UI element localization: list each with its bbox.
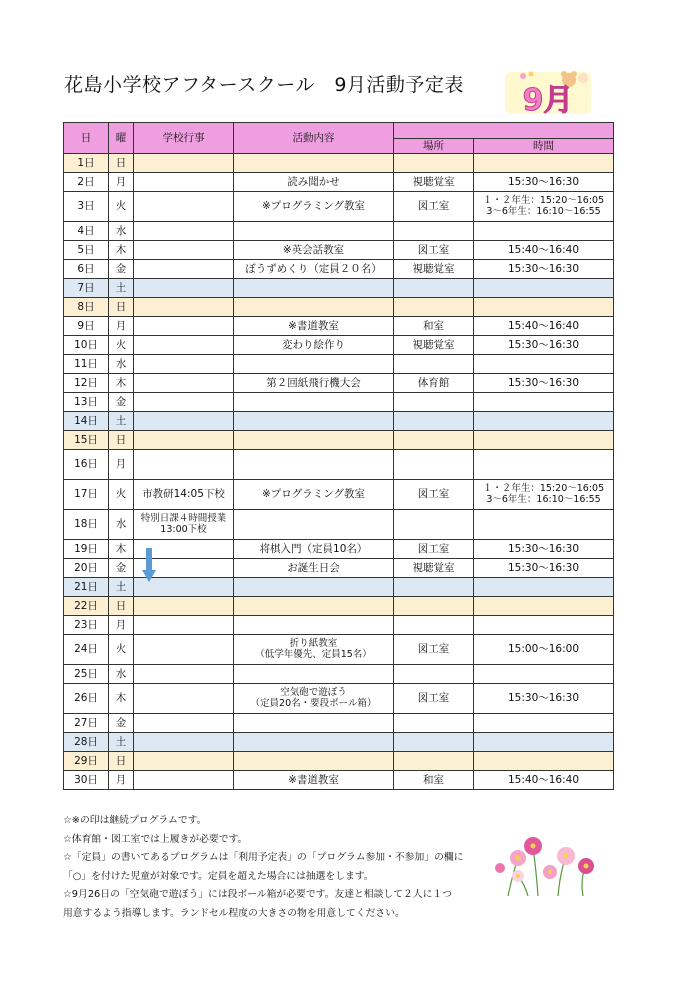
time-cell: 15:30～16:30 <box>474 173 614 192</box>
school-event-cell <box>134 317 234 336</box>
day-cell: 19日 <box>64 540 109 559</box>
weekday-cell: 火 <box>109 635 134 665</box>
school-event-cell: 市教研14:05下校 <box>134 480 234 510</box>
activity-cell: お誕生日会 <box>234 559 394 578</box>
school-event-cell <box>134 241 234 260</box>
place-cell: 視聴覚室 <box>394 336 474 355</box>
activity-cell: 折り紙教室 （低学年優先、定員15名） <box>234 635 394 665</box>
table-row <box>64 733 614 752</box>
weekday-cell: 月 <box>109 317 134 336</box>
table-row <box>64 222 614 241</box>
place-cell <box>394 393 474 412</box>
place-cell: 図工室 <box>394 684 474 714</box>
place-cell <box>394 510 474 540</box>
col-header-activity: 活動内容 <box>234 123 394 154</box>
place-cell <box>394 355 474 374</box>
activity-cell: ぼうずめくり（定員２０名） <box>234 260 394 279</box>
day-cell: 12日 <box>64 374 109 393</box>
school-event-cell <box>134 192 234 222</box>
weekday-cell: 土 <box>109 412 134 431</box>
day-cell: 20日 <box>64 559 109 578</box>
col-header-day: 日 <box>64 123 109 154</box>
day-cell: 4日 <box>64 222 109 241</box>
weekday-cell: 月 <box>109 616 134 635</box>
place-cell <box>394 733 474 752</box>
table-row <box>64 154 614 173</box>
school-event-cell <box>134 635 234 665</box>
note-line: 「○」を付けた児童が対象です。定員を超えた場合には抽選をします。 <box>63 870 374 882</box>
arrow-down-icon <box>142 548 156 582</box>
table-row <box>64 450 614 480</box>
weekday-cell: 日 <box>109 298 134 317</box>
activity-cell: 第２回紙飛行機大会 <box>234 374 394 393</box>
activity-cell <box>234 393 394 412</box>
time-cell <box>474 412 614 431</box>
table-row <box>64 279 614 298</box>
place-cell <box>394 714 474 733</box>
place-cell: 図工室 <box>394 635 474 665</box>
place-cell <box>394 578 474 597</box>
day-cell: 24日 <box>64 635 109 665</box>
day-cell: 5日 <box>64 241 109 260</box>
time-cell: 15:40～16:40 <box>474 317 614 336</box>
time-cell <box>474 665 614 684</box>
time-cell: 15:30～16:30 <box>474 684 614 714</box>
school-event-cell <box>134 431 234 450</box>
school-event-cell <box>134 450 234 480</box>
activity-cell: 空気砲で遊ぼう （定員20名・要段ボール箱） <box>234 684 394 714</box>
weekday-cell: 日 <box>109 597 134 616</box>
note-line: ☆9月26日の「空気砲で遊ぼう」には段ボール箱が必要です。友達と相談して２人に１つ <box>63 889 452 901</box>
weekday-cell: 水 <box>109 355 134 374</box>
activity-cell <box>234 597 394 616</box>
day-cell: 21日 <box>64 578 109 597</box>
place-cell: 視聴覚室 <box>394 559 474 578</box>
place-cell: 図工室 <box>394 241 474 260</box>
page-title: 花島小学校アフタースクール 9月活動予定表 <box>64 74 464 96</box>
day-cell: 6日 <box>64 260 109 279</box>
school-event-cell <box>134 714 234 733</box>
activity-cell: ※英会話教室 <box>234 241 394 260</box>
weekday-cell: 火 <box>109 336 134 355</box>
weekday-cell: 木 <box>109 241 134 260</box>
activity-cell <box>234 578 394 597</box>
activity-cell: 将棋入門（定員10名） <box>234 540 394 559</box>
col-header-school-event: 学校行事 <box>134 123 234 154</box>
day-cell: 14日 <box>64 412 109 431</box>
place-cell: 和室 <box>394 317 474 336</box>
place-cell <box>394 222 474 241</box>
table-row <box>64 480 614 510</box>
weekday-cell: 金 <box>109 559 134 578</box>
col-header-weekday: 曜 <box>109 123 134 154</box>
table-row <box>64 260 614 279</box>
time-cell <box>474 222 614 241</box>
day-cell: 22日 <box>64 597 109 616</box>
time-cell: 15:00～16:00 <box>474 635 614 665</box>
time-cell: 15:40～16:40 <box>474 771 614 790</box>
activity-cell <box>234 431 394 450</box>
month-badge-text: 9月 <box>522 83 574 116</box>
time-cell <box>474 578 614 597</box>
place-cell <box>394 431 474 450</box>
place-cell <box>394 412 474 431</box>
day-cell: 16日 <box>64 450 109 480</box>
activity-cell <box>234 752 394 771</box>
school-event-cell <box>134 336 234 355</box>
day-cell: 29日 <box>64 752 109 771</box>
activity-cell: 変わり絵作り <box>234 336 394 355</box>
place-cell <box>394 154 474 173</box>
weekday-cell: 火 <box>109 192 134 222</box>
day-cell: 27日 <box>64 714 109 733</box>
notes <box>63 812 493 924</box>
table-row <box>64 752 614 771</box>
activity-cell <box>234 733 394 752</box>
weekday-cell: 日 <box>109 752 134 771</box>
time-cell <box>474 733 614 752</box>
weekday-cell: 水 <box>109 510 134 540</box>
school-event-cell <box>134 298 234 317</box>
activity-cell <box>234 450 394 480</box>
weekday-cell: 金 <box>109 714 134 733</box>
place-cell: 図工室 <box>394 540 474 559</box>
col-header-blank <box>394 123 614 139</box>
day-cell: 23日 <box>64 616 109 635</box>
time-cell <box>474 752 614 771</box>
weekday-cell: 日 <box>109 154 134 173</box>
day-cell: 1日 <box>64 154 109 173</box>
school-event-cell <box>134 393 234 412</box>
table-row <box>64 374 614 393</box>
time-cell: １・２年生：15:20～16:05 3～6年生：16:10～16:55 <box>474 192 614 222</box>
time-cell <box>474 616 614 635</box>
day-cell: 25日 <box>64 665 109 684</box>
place-cell: 図工室 <box>394 192 474 222</box>
activity-cell <box>234 714 394 733</box>
activity-cell <box>234 665 394 684</box>
day-cell: 8日 <box>64 298 109 317</box>
day-cell: 7日 <box>64 279 109 298</box>
day-cell: 2日 <box>64 173 109 192</box>
time-cell <box>474 393 614 412</box>
place-cell: 体育館 <box>394 374 474 393</box>
school-event-cell <box>134 665 234 684</box>
day-cell: 10日 <box>64 336 109 355</box>
table-row <box>64 684 614 714</box>
activity-cell <box>234 154 394 173</box>
table-row <box>64 635 614 665</box>
time-cell <box>474 298 614 317</box>
note-line: ☆※の印は継続プログラムです。 <box>63 815 207 826</box>
time-cell <box>474 431 614 450</box>
schedule-table <box>63 122 614 790</box>
school-event-cell <box>134 616 234 635</box>
time-cell: 15:30～16:30 <box>474 260 614 279</box>
table-row <box>64 298 614 317</box>
day-cell: 13日 <box>64 393 109 412</box>
table-row <box>64 616 614 635</box>
place-cell: 図工室 <box>394 480 474 510</box>
weekday-cell: 日 <box>109 431 134 450</box>
table-row <box>64 412 614 431</box>
cosmos-flowers-illustration <box>488 828 608 898</box>
school-event-cell <box>134 733 234 752</box>
time-cell <box>474 279 614 298</box>
school-event-cell <box>134 173 234 192</box>
weekday-cell: 土 <box>109 733 134 752</box>
table-row <box>64 431 614 450</box>
place-cell: 和室 <box>394 771 474 790</box>
day-cell: 15日 <box>64 431 109 450</box>
place-cell <box>394 298 474 317</box>
activity-cell: 読み聞かせ <box>234 173 394 192</box>
time-cell <box>474 597 614 616</box>
place-cell <box>394 616 474 635</box>
school-event-cell <box>134 260 234 279</box>
table-row <box>64 173 614 192</box>
time-cell: 15:30～16:30 <box>474 336 614 355</box>
activity-cell: ※書道教室 <box>234 771 394 790</box>
place-cell <box>394 279 474 298</box>
weekday-cell: 土 <box>109 279 134 298</box>
activity-cell <box>234 355 394 374</box>
weekday-cell: 木 <box>109 374 134 393</box>
table-row <box>64 714 614 733</box>
activity-cell <box>234 222 394 241</box>
time-cell: １・２年生：15:20～16:05 3～6年生：16:10～16:55 <box>474 480 614 510</box>
day-cell: 26日 <box>64 684 109 714</box>
note-line: 用意するよう指導します。ランドセル程度の大きさの物を用意してください。 <box>63 907 405 919</box>
time-cell: 15:40～16:40 <box>474 241 614 260</box>
col-header-time: 時間 <box>474 139 614 154</box>
weekday-cell: 月 <box>109 450 134 480</box>
table-row <box>64 393 614 412</box>
day-cell: 28日 <box>64 733 109 752</box>
school-event-cell <box>134 374 234 393</box>
place-cell <box>394 752 474 771</box>
table-row <box>64 510 614 540</box>
note-line: ☆体育館・図工室では上履きが必要です。 <box>63 833 248 845</box>
place-cell <box>394 597 474 616</box>
school-event-cell <box>134 684 234 714</box>
weekday-cell: 木 <box>109 684 134 714</box>
place-cell: 視聴覚室 <box>394 260 474 279</box>
time-cell: 15:30～16:30 <box>474 559 614 578</box>
weekday-cell: 月 <box>109 173 134 192</box>
month-badge <box>503 66 593 116</box>
day-cell: 11日 <box>64 355 109 374</box>
table-row <box>64 192 614 222</box>
school-event-cell <box>134 752 234 771</box>
table-row <box>64 771 614 790</box>
weekday-cell: 月 <box>109 771 134 790</box>
time-cell: 15:30～16:30 <box>474 374 614 393</box>
activity-cell: ※書道教室 <box>234 317 394 336</box>
activity-cell <box>234 510 394 540</box>
place-cell <box>394 665 474 684</box>
table-row <box>64 665 614 684</box>
time-cell <box>474 355 614 374</box>
day-cell: 30日 <box>64 771 109 790</box>
activity-cell <box>234 279 394 298</box>
day-cell: 18日 <box>64 510 109 540</box>
school-event-cell: 特別日課４時間授業 13:00下校 <box>134 510 234 540</box>
time-cell <box>474 450 614 480</box>
table-row <box>64 336 614 355</box>
day-cell: 17日 <box>64 480 109 510</box>
weekday-cell: 水 <box>109 222 134 241</box>
activity-cell <box>234 616 394 635</box>
activity-cell: ※プログラミング教室 <box>234 480 394 510</box>
time-cell <box>474 714 614 733</box>
weekday-cell: 金 <box>109 393 134 412</box>
weekday-cell: 火 <box>109 480 134 510</box>
school-event-cell <box>134 412 234 431</box>
col-header-place: 場所 <box>394 139 474 154</box>
activity-cell <box>234 412 394 431</box>
time-cell <box>474 510 614 540</box>
school-event-cell <box>134 771 234 790</box>
weekday-cell: 土 <box>109 578 134 597</box>
table-row <box>64 597 614 616</box>
school-event-cell <box>134 279 234 298</box>
time-cell <box>474 154 614 173</box>
activity-cell <box>234 298 394 317</box>
weekday-cell: 金 <box>109 260 134 279</box>
school-event-cell <box>134 222 234 241</box>
school-event-cell <box>134 355 234 374</box>
school-event-cell <box>134 154 234 173</box>
weekday-cell: 水 <box>109 665 134 684</box>
place-cell <box>394 450 474 480</box>
school-event-cell <box>134 597 234 616</box>
table-row <box>64 317 614 336</box>
activity-cell: ※プログラミング教室 <box>234 192 394 222</box>
place-cell: 視聴覚室 <box>394 173 474 192</box>
weekday-cell: 木 <box>109 540 134 559</box>
day-cell: 9日 <box>64 317 109 336</box>
table-row <box>64 355 614 374</box>
day-cell: 3日 <box>64 192 109 222</box>
table-row <box>64 241 614 260</box>
note-line: ☆「定員」の書いてあるプログラムは「利用予定表」の「プログラム参加・不参加」の欄に <box>63 852 464 864</box>
time-cell: 15:30～16:30 <box>474 540 614 559</box>
